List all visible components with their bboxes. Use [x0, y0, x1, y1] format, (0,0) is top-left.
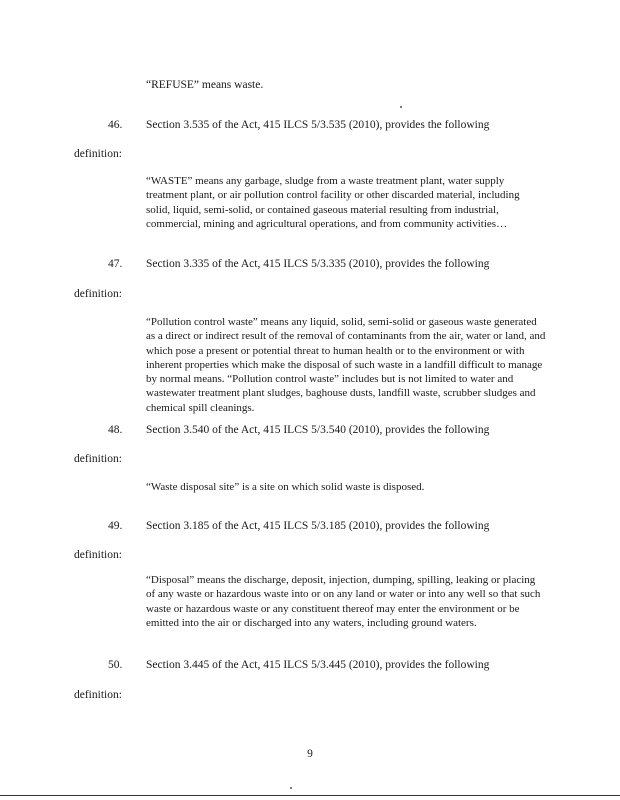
waste-disposal-site-quote: “Waste disposal site” is a site on which solid waste is disposed.	[146, 481, 425, 493]
definition-label-49: definition:	[74, 549, 122, 561]
disposal-definition-quote: “Disposal” means the discharge, deposit, injection, dumping, spilling, leaking or placing of any waste or hazardous waste into or on any land or water or into any well so that such waste or hazardous waste or any constituent thereof may enter the environment or be emitted into the air or discharged into any waters, including ground waters.	[146, 574, 541, 629]
waste-definition-quote: “WASTE” means any garbage, sludge from a waste treatment plant, water supply treatment plant, or air pollution control facility or other discarded material, including solid, liquid, semi-solid, or contained gaseous material resulting from industrial, commercial, mining and agricultural operations, and from community activities…	[146, 175, 520, 230]
section-reference-50: Section 3.445 of the Act, 415 ILCS 5/3.445 (2010), provides the following	[146, 659, 490, 671]
paragraph-number-50: 50.	[108, 659, 123, 671]
refuse-definition-quote: “REFUSE” means waste.	[146, 79, 264, 91]
page-number: 9	[307, 748, 313, 760]
paragraph-number-46: 46.	[108, 119, 123, 131]
scan-bottom-edge	[0, 795, 620, 796]
definition-label-47: definition:	[74, 288, 122, 300]
section-reference-49: Section 3.185 of the Act, 415 ILCS 5/3.185 (2010), provides the following	[146, 520, 490, 532]
pollution-control-waste-quote: “Pollution control waste” means any liquid, solid, semi-solid or gaseous waste generated as a direct or indirect result of the removal of contaminants from the air, water or land, and which pose a present or potential threat to human health or to the environment or with inherent properties which make the disposal of such waste in a landfill difficult to manage by normal means. “Pollution control waste” includes but is not limited to water and wastewater treatment plant sludges, baghouse dusts, landfill waste, scrubber sludges and chemical spill cleanings.	[146, 316, 546, 414]
scan-speck	[400, 106, 402, 108]
paragraph-number-48: 48.	[108, 424, 123, 436]
definition-label-50: definition:	[74, 689, 122, 701]
section-reference-48: Section 3.540 of the Act, 415 ILCS 5/3.540 (2010), provides the following	[146, 424, 490, 436]
paragraph-number-47: 47.	[108, 258, 123, 270]
scan-speck	[290, 787, 292, 789]
section-reference-47: Section 3.335 of the Act, 415 ILCS 5/3.335 (2010), provides the following	[146, 258, 490, 270]
paragraph-number-49: 49.	[108, 520, 123, 532]
section-reference-46: Section 3.535 of the Act, 415 ILCS 5/3.535 (2010), provides the following	[146, 119, 490, 131]
definition-label-48: definition:	[74, 453, 122, 465]
definition-label-46: definition:	[74, 148, 122, 160]
